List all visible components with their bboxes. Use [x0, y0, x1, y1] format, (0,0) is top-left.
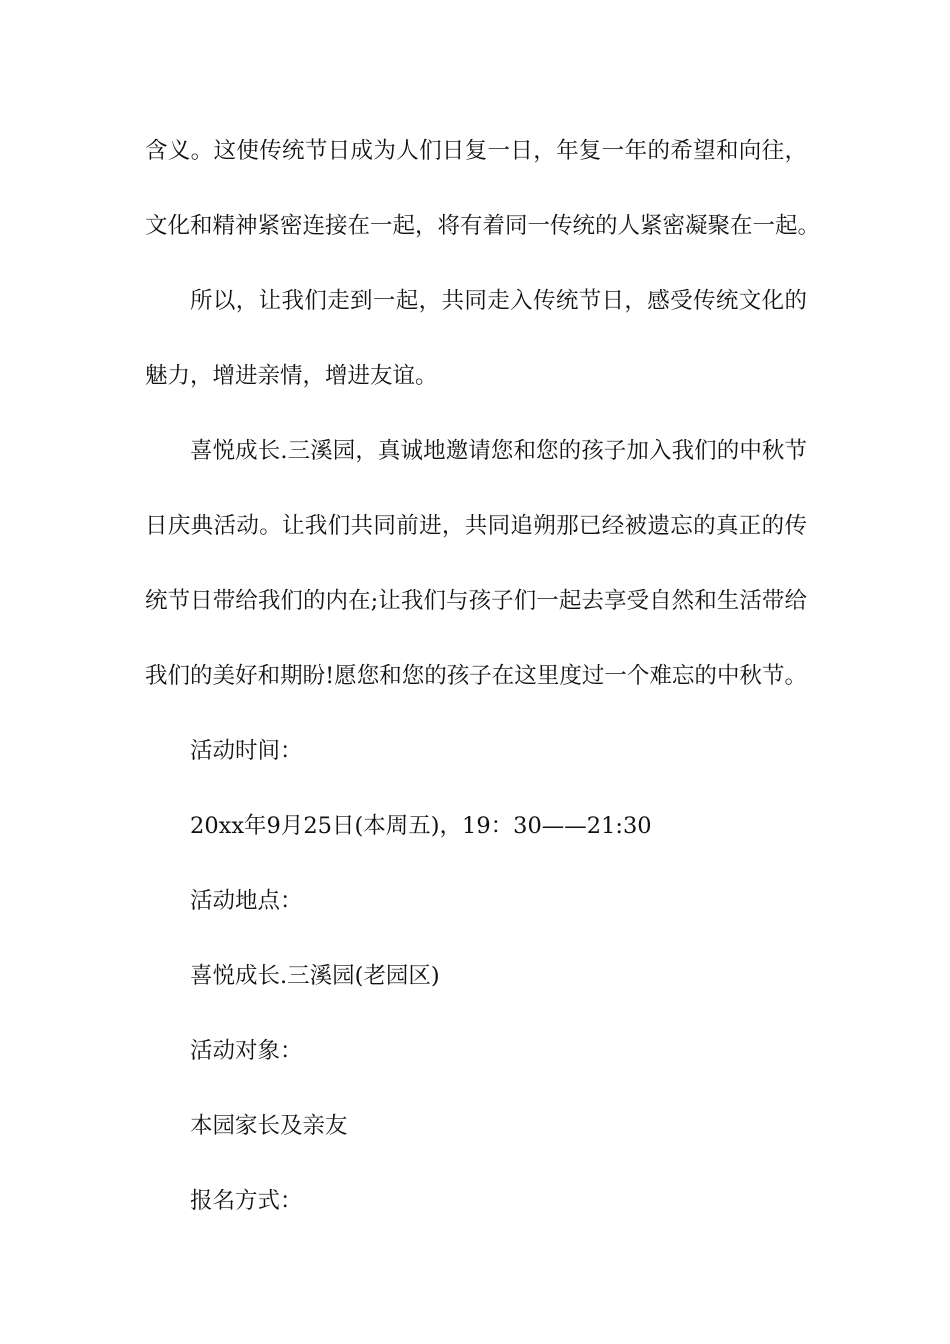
event-location-value: 喜悦成长.三溪园(老园区)	[190, 963, 440, 989]
section-label-audience: 活动对象：	[190, 1038, 303, 1064]
event-time-value: 20xx年9月25日(本周五)，19：30——21:30	[190, 813, 652, 839]
paragraph-line: 魅力，增进亲情，增进友谊。	[145, 363, 438, 389]
paragraph-line: 文化和精神紧密连接在一起，将有着同一传统的人紧密凝聚在一起。	[145, 213, 821, 239]
section-label-registration: 报名方式：	[190, 1188, 303, 1214]
paragraph-line: 我们的美好和期盼!愿您和您的孩子在这里度过一个难忘的中秋节。	[145, 663, 807, 689]
paragraph-line: 统节日带给我们的内在;让我们与孩子们一起去享受自然和生活带给	[145, 588, 807, 614]
paragraph-line: 日庆典活动。让我们共同前进，共同追朔那已经被遗忘的真正的传	[145, 513, 807, 539]
event-audience-value: 本园家长及亲友	[190, 1113, 348, 1139]
paragraph-line: 含义。这使传统节日成为人们日复一日，年复一年的希望和向往，	[145, 138, 807, 164]
section-label-time: 活动时间：	[190, 738, 303, 764]
paragraph-line: 喜悦成长.三溪园，真诚地邀请您和您的孩子加入我们的中秋节	[190, 438, 807, 464]
paragraph-line: 所以，让我们走到一起，共同走入传统节日，感受传统文化的	[190, 288, 807, 314]
section-label-location: 活动地点：	[190, 888, 303, 914]
